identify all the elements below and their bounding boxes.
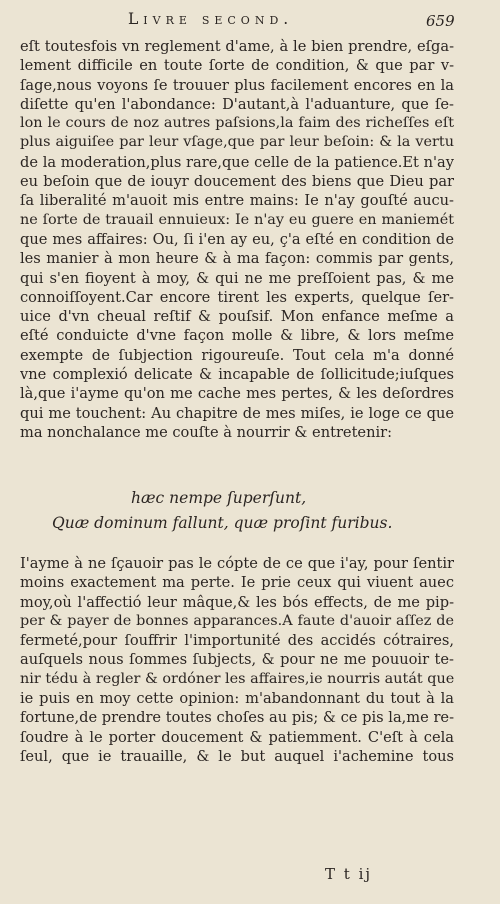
text-line: uice d'vn cheual reſtif & pouſsif. Mon enfance meſme a xyxy=(20,308,454,326)
text-line: eu beſoin que de iouyr doucement des biens que Dieu par xyxy=(20,173,454,191)
quote-line: Quæ dominum fallunt, quæ proſint furibus. xyxy=(52,514,393,532)
page-header xyxy=(0,10,500,34)
text-line: per & payer de bonnes apparances.A faute d'auoir aſſez de xyxy=(20,612,454,629)
text-line: ma nonchalance me couſte à nourrir & entretenir: xyxy=(20,423,393,441)
text-line: auſquels nous ſommes ſubjects, & pour ne me pouuoir te- xyxy=(20,651,454,669)
text-line: I'ayme à ne ſçauoir pas le cópte de ce que i'ay, pour ſentir xyxy=(20,555,454,572)
text-line: eſté conduicte d'vne façon molle & libre, & lors meſme xyxy=(20,327,454,345)
text-line: de la moderation,plus rare,que celle de la patience.Et n'ay xyxy=(20,153,454,171)
text-line: lon le cours de noz autres paſsions,la faim des richeſſes eſt xyxy=(20,115,454,132)
text-line: diſette qu'en l'abondance: D'autant,à l'aduanture, que ſe- xyxy=(20,95,454,113)
text-line: plus aiguiſee par leur vſage,que par leur beſoin: & la vertu xyxy=(20,134,454,151)
text-line: les manier à mon heure & à ma façon: commis par gents, xyxy=(20,250,454,268)
text-line: ie puis en moy cette opinion: m'abandonnant du tout à la xyxy=(20,690,454,708)
text-line: fortune,de prendre toutes choſes au pis; & ce pis la,me re- xyxy=(20,709,454,727)
text-line: ſa liberalité m'auoit mis entre mains: Ie n'ay gouſté aucu- xyxy=(20,192,454,210)
paragraph-second xyxy=(20,554,454,766)
text-line: qui s'en fioyent à moy, & qui ne me preſſoient pas, & me xyxy=(20,269,454,287)
quote-line: hæc nempe ſuperſunt, xyxy=(131,489,307,507)
text-line: ſeul, que ie trauaille, & le but auquel i'achemine tous xyxy=(20,747,454,765)
text-line: ſoudre à le porter doucement & patiemment. C'eſt à cela xyxy=(20,728,454,746)
text-line: lement difficile en toute ſorte de condition, & que par v- xyxy=(20,57,454,75)
page-number: 659 xyxy=(426,12,455,30)
text-line: fermeté,pour ſouffrir l'importunité des accidés cótraires, xyxy=(20,632,454,650)
text-line: que mes affaires: Ou, ſi i'en ay eu, ç'a eſté en condition de xyxy=(20,230,454,248)
signature-mark: T t ij xyxy=(325,865,373,883)
text-line: qui me touchent: Au chapitre de mes miſes, ie loge ce que xyxy=(20,404,454,422)
text-line: vne complexió delicate & incapable de ſollicitude;iuſques xyxy=(20,366,454,384)
text-line: là,que i'ayme qu'on me cache mes pertes, & les deſordres xyxy=(20,385,454,403)
text-line: ſage,nous voyons ſe trouuer plus facilement encores en la xyxy=(20,76,454,94)
text-line: connoiſſoyent.Car encore tirent les experts, quelque ſer- xyxy=(20,288,454,306)
running-head: Livre second. xyxy=(128,10,294,28)
text-line: nir tédu à regler & ordóner les affaires,ie nourris autát que xyxy=(20,670,454,687)
text-line: moins exactement ma perte. Ie prie ceux qui viuent auec xyxy=(20,574,454,592)
text-line: eſt toutesfois vn reglement d'ame, à le bien prendre, eſga- xyxy=(20,38,454,55)
text-line: moy,où l'affectió leur mâque,& les bós effects, de me pip- xyxy=(20,593,454,611)
text-line: ne ſorte de trauail ennuieux: Ie n'ay eu guere en maniemét xyxy=(20,211,454,228)
text-line: exempte de ſubjection rigoureuſe. Tout cela m'a donné xyxy=(20,346,454,364)
paragraph-first xyxy=(20,37,454,442)
